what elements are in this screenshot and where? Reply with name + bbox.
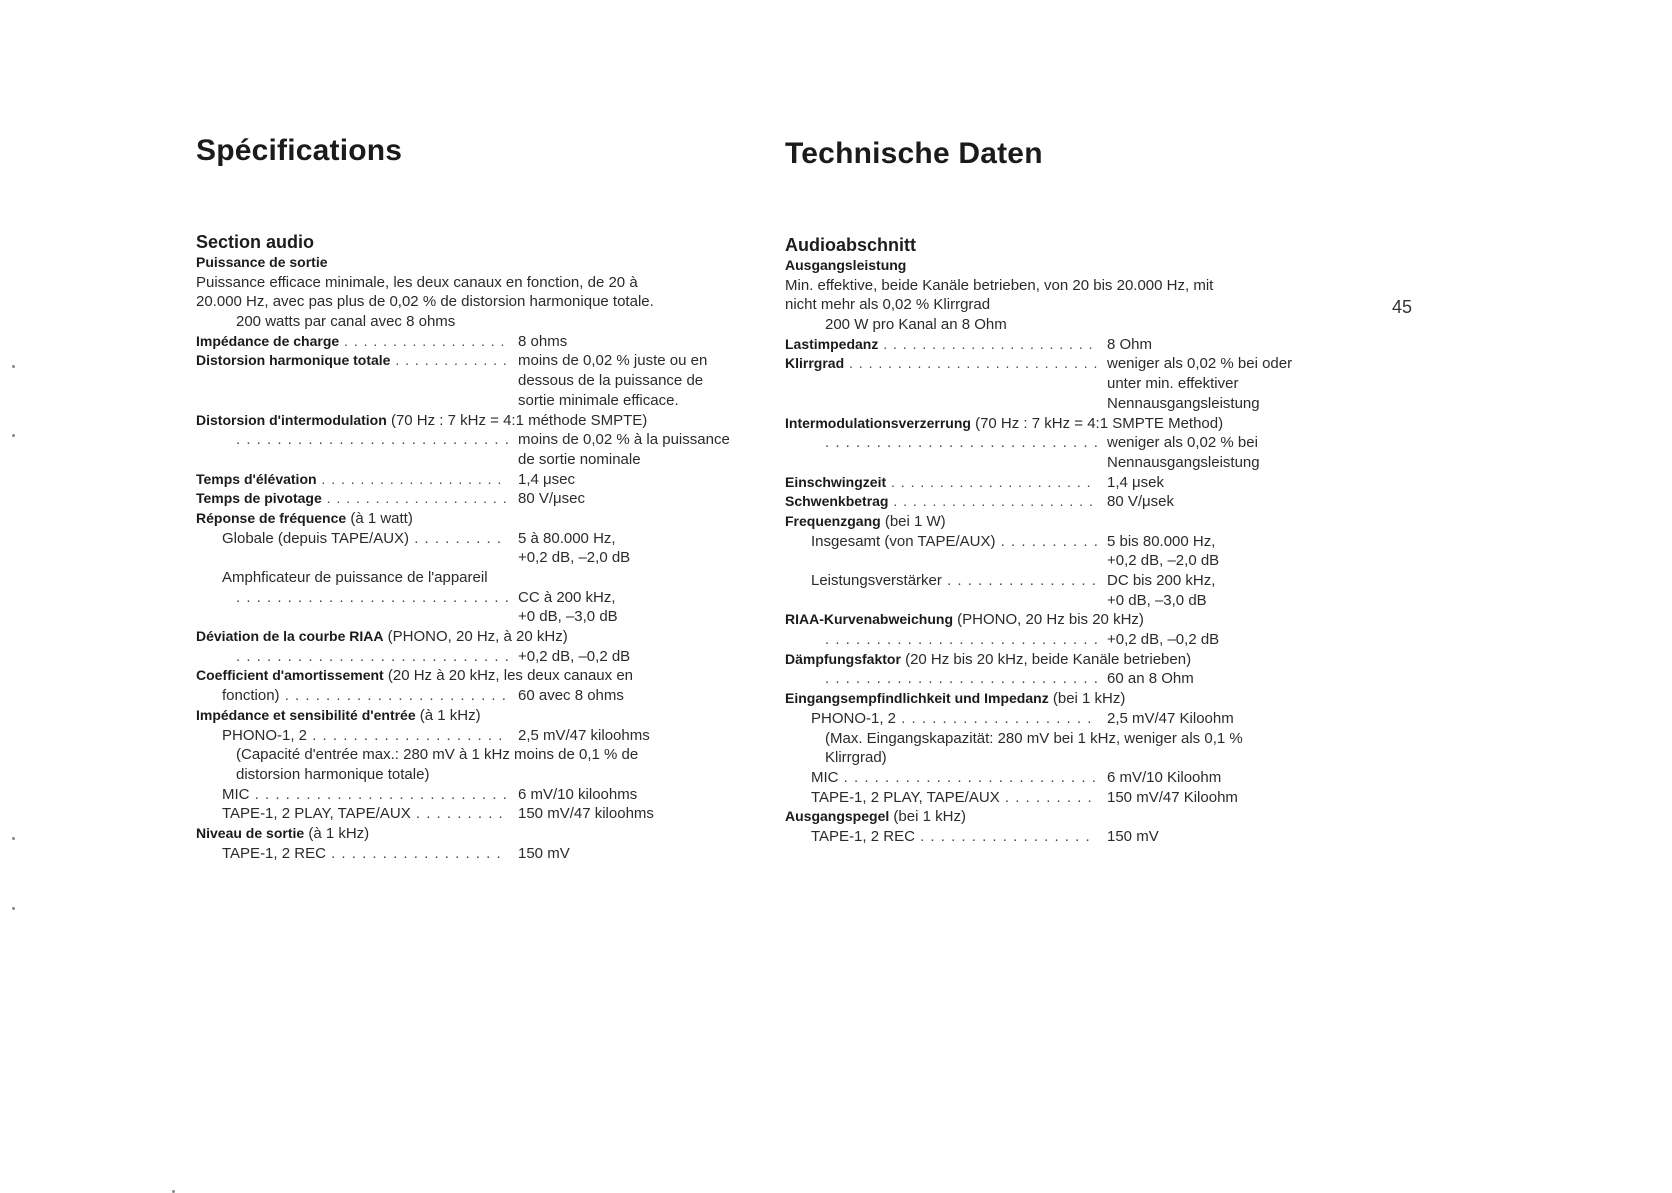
spec-value: sortie minimale efficace.	[518, 391, 679, 409]
scan-speck	[12, 365, 15, 368]
spec-value: unter min. effektiver	[1107, 375, 1239, 393]
spec-label: Distorsion d'intermodulation	[196, 411, 387, 428]
spec-sublabel: MIC . . .	[785, 768, 1097, 788]
spec-value: 150 mV/47 kiloohms	[518, 805, 654, 823]
spec-value: CC à 200 kHz,	[518, 588, 616, 606]
spec-row-tape	[196, 804, 654, 824]
spec-row-outlevel	[196, 824, 654, 844]
spec-value: 150 mV/47 Kiloohm	[1107, 788, 1238, 806]
spec-row-load	[196, 332, 654, 352]
spec-value: 5 bis 80.000 Hz,	[1107, 532, 1216, 550]
spec-value: 8 ohms	[518, 332, 568, 350]
spec-value: 1,4 μsec	[518, 470, 576, 488]
spec-row-damp	[785, 650, 1243, 670]
spec-label: Intermodulationsverzerrung	[785, 414, 971, 431]
spec-note: Klirrgrad)	[825, 749, 887, 767]
spec-label: Déviation de la courbe RIAA	[196, 628, 384, 645]
spec-row-riaa	[785, 610, 1243, 630]
spec-label: Einschwingzeit . . .	[785, 473, 1097, 493]
spec-label: Schwenkbetrag . . .	[785, 492, 1097, 512]
spec-label: Distorsion harmonique totale . . .	[196, 351, 508, 371]
spec-row-imd-value	[196, 430, 730, 450]
spec-row-thd	[785, 354, 1293, 374]
spec-row-cont	[785, 453, 1260, 473]
spec-value: 2,5 mV/47 Kiloohm	[1107, 709, 1234, 727]
spec-note: (Max. Eingangskapazität: 280 mV bei 1 kHz, weniger als 0,1 %	[825, 729, 1243, 747]
spec-value: 80 V/μsec	[518, 490, 586, 508]
spec-row-cont	[785, 591, 1243, 611]
spec-row-tape-rec	[785, 827, 1243, 847]
spec-value: +0,2 dB, –2,0 dB	[1107, 552, 1220, 570]
power-text-line: nicht mehr als 0,02 % Klirrgrad	[785, 296, 991, 314]
spec-row-phono	[785, 709, 1243, 729]
spec-row-cont	[196, 391, 679, 411]
spec-condition: (20 Hz à 20 kHz, les deux canaux en	[383, 667, 634, 685]
spec-row-mic	[785, 768, 1243, 788]
spec-value: 8 Ohm	[1107, 335, 1153, 353]
spec-row-damp	[196, 666, 654, 686]
spec-value: dessous de la puissance de	[518, 372, 704, 390]
spec-note: distorsion harmonique totale)	[236, 765, 430, 783]
spec-value: 60 avec 8 ohms	[518, 687, 624, 705]
spec-label: Coefficient d'amortissement	[196, 667, 384, 684]
spec-row-rise	[785, 473, 1243, 493]
leader-dots	[785, 630, 1097, 650]
spec-value: 2,5 mV/47 kiloohms	[518, 726, 650, 744]
power-text-line: 20.000 Hz, avec pas plus de 0,02 % de distorsion harmonique totale.	[196, 293, 654, 311]
scan-speck	[12, 907, 15, 910]
spec-value: 150 mV	[518, 844, 570, 862]
spec-value: 80 V/μsek	[1107, 493, 1175, 511]
spec-row-damp-value	[196, 686, 654, 706]
spec-label: Eingangsempfindlichkeit und Impedanz	[785, 690, 1049, 707]
spec-row-freq	[785, 512, 1243, 532]
power-rating: 200 watts par canal avec 8 ohms	[236, 313, 456, 331]
scan-speck	[12, 837, 15, 840]
spec-list-de	[785, 234, 1293, 847]
spec-list-fr	[196, 231, 730, 863]
spec-row-input	[196, 706, 654, 726]
spec-row-cont	[196, 371, 704, 391]
spec-condition: (bei 1 kHz)	[889, 808, 966, 826]
spec-condition: (à 1 watt)	[346, 509, 413, 527]
leader-dots	[196, 430, 508, 450]
spec-condition: (à 1 kHz)	[304, 824, 370, 842]
spec-condition: (PHONO, 20 Hz bis 20 kHz)	[953, 611, 1144, 629]
spec-row-riaa-value	[785, 630, 1243, 650]
leader-dots	[785, 669, 1097, 689]
spec-sublabel: Insgesamt (von TAPE/AUX) . . .	[785, 532, 1097, 552]
spec-value: de sortie nominale	[518, 450, 641, 468]
spec-row-cont	[196, 607, 654, 627]
spec-value: +0,2 dB, –2,0 dB	[518, 549, 631, 567]
spec-sublabel: Leistungsverstärker . . .	[785, 571, 1097, 591]
spec-row-slew	[785, 492, 1243, 512]
spec-value: 5 à 80.000 Hz,	[518, 529, 616, 547]
spec-value: 1,4 μsek	[1107, 473, 1165, 491]
spec-value: 150 mV	[1107, 827, 1159, 845]
spec-sublabel: PHONO-1, 2 . . .	[196, 726, 508, 746]
spec-row-imd-value	[785, 433, 1258, 453]
spec-label: Impédance de charge . . .	[196, 332, 508, 352]
spec-row-tape	[785, 788, 1243, 808]
spec-row-cont	[785, 551, 1243, 571]
spec-row-imd	[785, 414, 1243, 434]
spec-condition: (70 Hz : 7 kHz = 4:1 SMPTE Method)	[970, 414, 1224, 432]
spec-value: +0 dB, –3,0 dB	[518, 608, 618, 626]
spec-sublabel: fonction) . . .	[196, 686, 508, 706]
scan-speck	[12, 434, 15, 437]
spec-value: 6 mV/10 Kiloohm	[1107, 768, 1222, 786]
section-title-de: Audioabschnitt	[785, 235, 916, 255]
spec-value: +0,2 dB, –0,2 dB	[1107, 631, 1220, 649]
spec-label: Lastimpedanz . . .	[785, 335, 1097, 355]
spec-label: Temps de pivotage . . .	[196, 489, 508, 509]
spec-condition: (bei 1 kHz)	[1048, 690, 1126, 708]
spec-label: Ausgangspegel	[785, 808, 890, 825]
spec-row-load	[785, 335, 1243, 355]
spec-condition: (PHONO, 20 Hz, à 20 kHz)	[383, 628, 568, 646]
spec-condition: (bei 1 W)	[880, 512, 946, 530]
spec-label: Niveau de sortie	[196, 824, 305, 841]
spec-condition: (70 Hz : 7 kHz = 4:1 méthode SMPTE)	[386, 411, 648, 429]
spec-value: +0,2 dB, –0,2 dB	[518, 647, 631, 665]
spec-row-freq	[196, 509, 654, 529]
spec-row-tape-rec	[196, 844, 654, 864]
spec-value: moins de 0,02 % juste ou en	[518, 352, 708, 370]
spec-label: Réponse de fréquence	[196, 509, 347, 526]
spec-value: moins de 0,02 % à la puissance	[518, 431, 730, 449]
spec-row-cont	[785, 394, 1260, 414]
spec-label: Temps d'élévation . . .	[196, 470, 508, 490]
power-heading: Ausgangsleistung	[785, 257, 907, 273]
spec-value: Nennausgangsleistung	[1107, 394, 1260, 412]
spec-row-overall	[785, 532, 1243, 552]
spec-row-mic	[196, 785, 654, 805]
spec-condition: (20 Hz bis 20 kHz, beide Kanäle betrieben)	[900, 650, 1192, 668]
spec-sublabel: TAPE-1, 2 REC . . .	[196, 844, 508, 864]
power-heading: Puissance de sortie	[196, 254, 328, 270]
leader-dots	[196, 647, 508, 667]
spec-sublabel: Amphficateur de puissance de l'appareil	[222, 569, 488, 586]
spec-row-cont	[785, 374, 1243, 394]
spec-sublabel: TAPE-1, 2 PLAY, TAPE/AUX . . .	[196, 804, 508, 824]
spec-row-amp	[196, 588, 654, 608]
spec-row-input	[785, 689, 1243, 709]
spec-label: Impédance et sensibilité d'entrée	[196, 706, 416, 723]
leader-dots	[785, 433, 1097, 453]
spec-sublabel: PHONO-1, 2 . . .	[785, 709, 1097, 729]
spec-sublabel: TAPE-1, 2 PLAY, TAPE/AUX . . .	[785, 788, 1097, 808]
spec-sublabel: TAPE-1, 2 REC . . .	[785, 827, 1097, 847]
page-title-fr: Spécifications	[196, 134, 403, 167]
spec-sublabel: MIC . . .	[196, 785, 508, 805]
spec-row-slew	[196, 489, 654, 509]
spec-row-damp-value	[785, 669, 1243, 689]
spec-row-cont	[196, 450, 654, 470]
spec-row-riaa-value	[196, 647, 654, 667]
spec-value: 6 mV/10 kiloohms	[518, 785, 638, 803]
spec-row-cont	[196, 548, 654, 568]
spec-note: (Capacité d'entrée max.: 280 mV à 1 kHz moins de 0,1 % de	[236, 746, 639, 764]
page-title-de: Technische Daten	[785, 137, 1043, 170]
spec-label: Dämpfungsfaktor	[785, 650, 901, 667]
spec-value: weniger als 0,02 % bei	[1107, 434, 1258, 452]
page-number: 45	[1392, 297, 1413, 317]
section-title-fr: Section audio	[196, 232, 315, 252]
leader-dots	[196, 588, 508, 608]
spec-value: weniger als 0,02 % bei oder	[1107, 355, 1293, 373]
spec-value: DC bis 200 kHz,	[1107, 572, 1216, 589]
spec-row-rise	[196, 470, 654, 490]
power-rating: 200 W pro Kanal an 8 Ohm	[825, 316, 1007, 334]
spec-label: RIAA-Kurvenabweichung	[785, 611, 954, 628]
power-text-line: Puissance efficace minimale, les deux canaux en fonction, de 20 à	[196, 273, 638, 291]
spec-condition: (à 1 kHz)	[415, 706, 481, 724]
spec-row-outlevel	[785, 807, 1243, 827]
spec-value: Nennausgangsleistung	[1107, 453, 1260, 471]
spec-row-overall	[196, 529, 654, 549]
spec-row-amp	[785, 571, 1243, 591]
spec-row-riaa	[196, 627, 654, 647]
spec-value: 60 an 8 Ohm	[1107, 670, 1194, 688]
spec-row-imd	[196, 411, 654, 431]
spec-label: Klirrgrad . . .	[785, 354, 1097, 374]
spec-row-thd	[196, 351, 708, 371]
spec-row-phono	[196, 726, 654, 746]
spec-value: +0 dB, –3,0 dB	[1107, 591, 1207, 609]
power-text-line: Min. effektive, beide Kanäle betrieben, von 20 bis 20.000 Hz, mit	[785, 276, 1214, 294]
spec-label: Frequenzgang	[785, 512, 881, 529]
spec-sublabel: Globale (depuis TAPE/AUX) . . .	[196, 529, 508, 549]
